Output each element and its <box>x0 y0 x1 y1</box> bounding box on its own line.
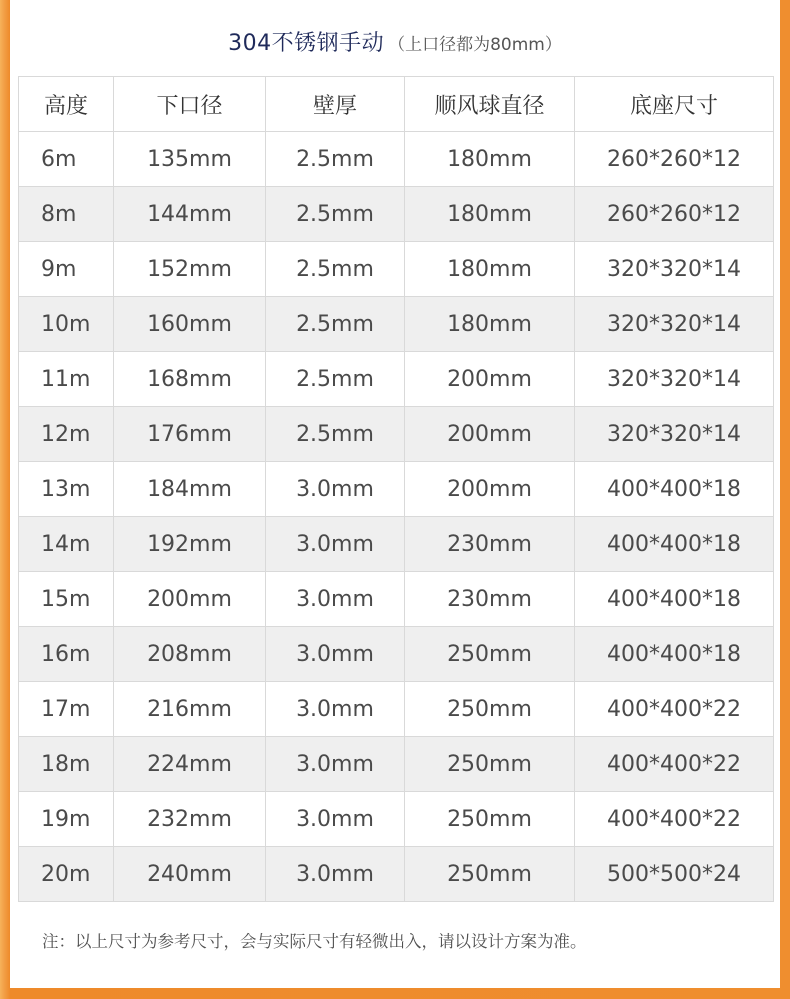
cell-base-size: 320*320*14 <box>575 297 774 352</box>
table-row <box>19 242 774 297</box>
cell-wall-thickness: 3.0mm <box>266 572 405 627</box>
cell-base-size: 500*500*24 <box>575 847 774 902</box>
table-row <box>19 792 774 847</box>
cell-ball-diameter: 180mm <box>405 242 575 297</box>
cell-bottom-diameter: 184mm <box>114 462 266 517</box>
content-panel <box>10 0 780 988</box>
title-main: 304不锈钢手动 <box>228 31 385 56</box>
cell-wall-thickness: 2.5mm <box>266 407 405 462</box>
cell-height: 19m <box>19 792 114 847</box>
cell-height: 18m <box>19 737 114 792</box>
cell-height: 8m <box>19 187 114 242</box>
cell-height: 20m <box>19 847 114 902</box>
cell-wall-thickness: 2.5mm <box>266 242 405 297</box>
cell-bottom-diameter: 160mm <box>114 297 266 352</box>
table-row <box>19 407 774 462</box>
cell-wall-thickness: 3.0mm <box>266 462 405 517</box>
table-row <box>19 572 774 627</box>
table-row <box>19 187 774 242</box>
cell-bottom-diameter: 224mm <box>114 737 266 792</box>
cell-base-size: 400*400*18 <box>575 627 774 682</box>
cell-base-size: 320*320*14 <box>575 352 774 407</box>
cell-ball-diameter: 250mm <box>405 682 575 737</box>
cell-base-size: 400*400*18 <box>575 517 774 572</box>
page-title <box>10 26 780 66</box>
cell-ball-diameter: 180mm <box>405 297 575 352</box>
cell-wall-thickness: 2.5mm <box>266 132 405 187</box>
table-row <box>19 297 774 352</box>
cell-base-size: 260*260*12 <box>575 132 774 187</box>
cell-ball-diameter: 250mm <box>405 792 575 847</box>
cell-height: 16m <box>19 627 114 682</box>
cell-base-size: 320*320*14 <box>575 242 774 297</box>
cell-bottom-diameter: 135mm <box>114 132 266 187</box>
cell-wall-thickness: 3.0mm <box>266 737 405 792</box>
cell-wall-thickness: 3.0mm <box>266 517 405 572</box>
table-header-row <box>19 77 774 132</box>
table-row <box>19 847 774 902</box>
cell-bottom-diameter: 176mm <box>114 407 266 462</box>
cell-wall-thickness: 3.0mm <box>266 792 405 847</box>
header-wall-thickness: 壁厚 <box>266 77 405 132</box>
header-base-size: 底座尺寸 <box>575 77 774 132</box>
cell-bottom-diameter: 200mm <box>114 572 266 627</box>
cell-bottom-diameter: 208mm <box>114 627 266 682</box>
footnote: 注：以上尺寸为参考尺寸，会与实际尺寸有轻微出入，请以设计方案为准。 <box>42 932 587 951</box>
header-height: 高度 <box>19 77 114 132</box>
cell-bottom-diameter: 240mm <box>114 847 266 902</box>
cell-ball-diameter: 230mm <box>405 517 575 572</box>
cell-bottom-diameter: 192mm <box>114 517 266 572</box>
cell-height: 14m <box>19 517 114 572</box>
table-row <box>19 627 774 682</box>
cell-wall-thickness: 2.5mm <box>266 352 405 407</box>
table-row <box>19 682 774 737</box>
cell-height: 6m <box>19 132 114 187</box>
cell-base-size: 400*400*22 <box>575 737 774 792</box>
cell-height: 17m <box>19 682 114 737</box>
cell-height: 12m <box>19 407 114 462</box>
cell-base-size: 320*320*14 <box>575 407 774 462</box>
cell-wall-thickness: 3.0mm <box>266 682 405 737</box>
cell-wall-thickness: 3.0mm <box>266 847 405 902</box>
cell-wall-thickness: 3.0mm <box>266 627 405 682</box>
cell-bottom-diameter: 216mm <box>114 682 266 737</box>
cell-height: 9m <box>19 242 114 297</box>
cell-bottom-diameter: 144mm <box>114 187 266 242</box>
table-row <box>19 737 774 792</box>
table-row <box>19 462 774 517</box>
cell-wall-thickness: 2.5mm <box>266 187 405 242</box>
table-row <box>19 132 774 187</box>
cell-base-size: 400*400*22 <box>575 792 774 847</box>
table-row <box>19 517 774 572</box>
cell-base-size: 400*400*18 <box>575 462 774 517</box>
title-subtitle: （上口径都为80mm） <box>388 35 562 55</box>
cell-height: 15m <box>19 572 114 627</box>
cell-base-size: 400*400*18 <box>575 572 774 627</box>
cell-ball-diameter: 180mm <box>405 187 575 242</box>
cell-bottom-diameter: 152mm <box>114 242 266 297</box>
cell-height: 11m <box>19 352 114 407</box>
cell-height: 13m <box>19 462 114 517</box>
spec-table <box>18 76 774 902</box>
cell-wall-thickness: 2.5mm <box>266 297 405 352</box>
cell-ball-diameter: 200mm <box>405 352 575 407</box>
cell-base-size: 260*260*12 <box>575 187 774 242</box>
cell-bottom-diameter: 168mm <box>114 352 266 407</box>
cell-ball-diameter: 200mm <box>405 462 575 517</box>
cell-base-size: 400*400*22 <box>575 682 774 737</box>
cell-bottom-diameter: 232mm <box>114 792 266 847</box>
cell-ball-diameter: 250mm <box>405 627 575 682</box>
cell-height: 10m <box>19 297 114 352</box>
header-ball-diameter: 顺风球直径 <box>405 77 575 132</box>
cell-ball-diameter: 230mm <box>405 572 575 627</box>
cell-ball-diameter: 200mm <box>405 407 575 462</box>
cell-ball-diameter: 180mm <box>405 132 575 187</box>
table-row <box>19 352 774 407</box>
table-body <box>19 132 774 902</box>
cell-ball-diameter: 250mm <box>405 847 575 902</box>
cell-ball-diameter: 250mm <box>405 737 575 792</box>
header-bottom-diameter: 下口径 <box>114 77 266 132</box>
